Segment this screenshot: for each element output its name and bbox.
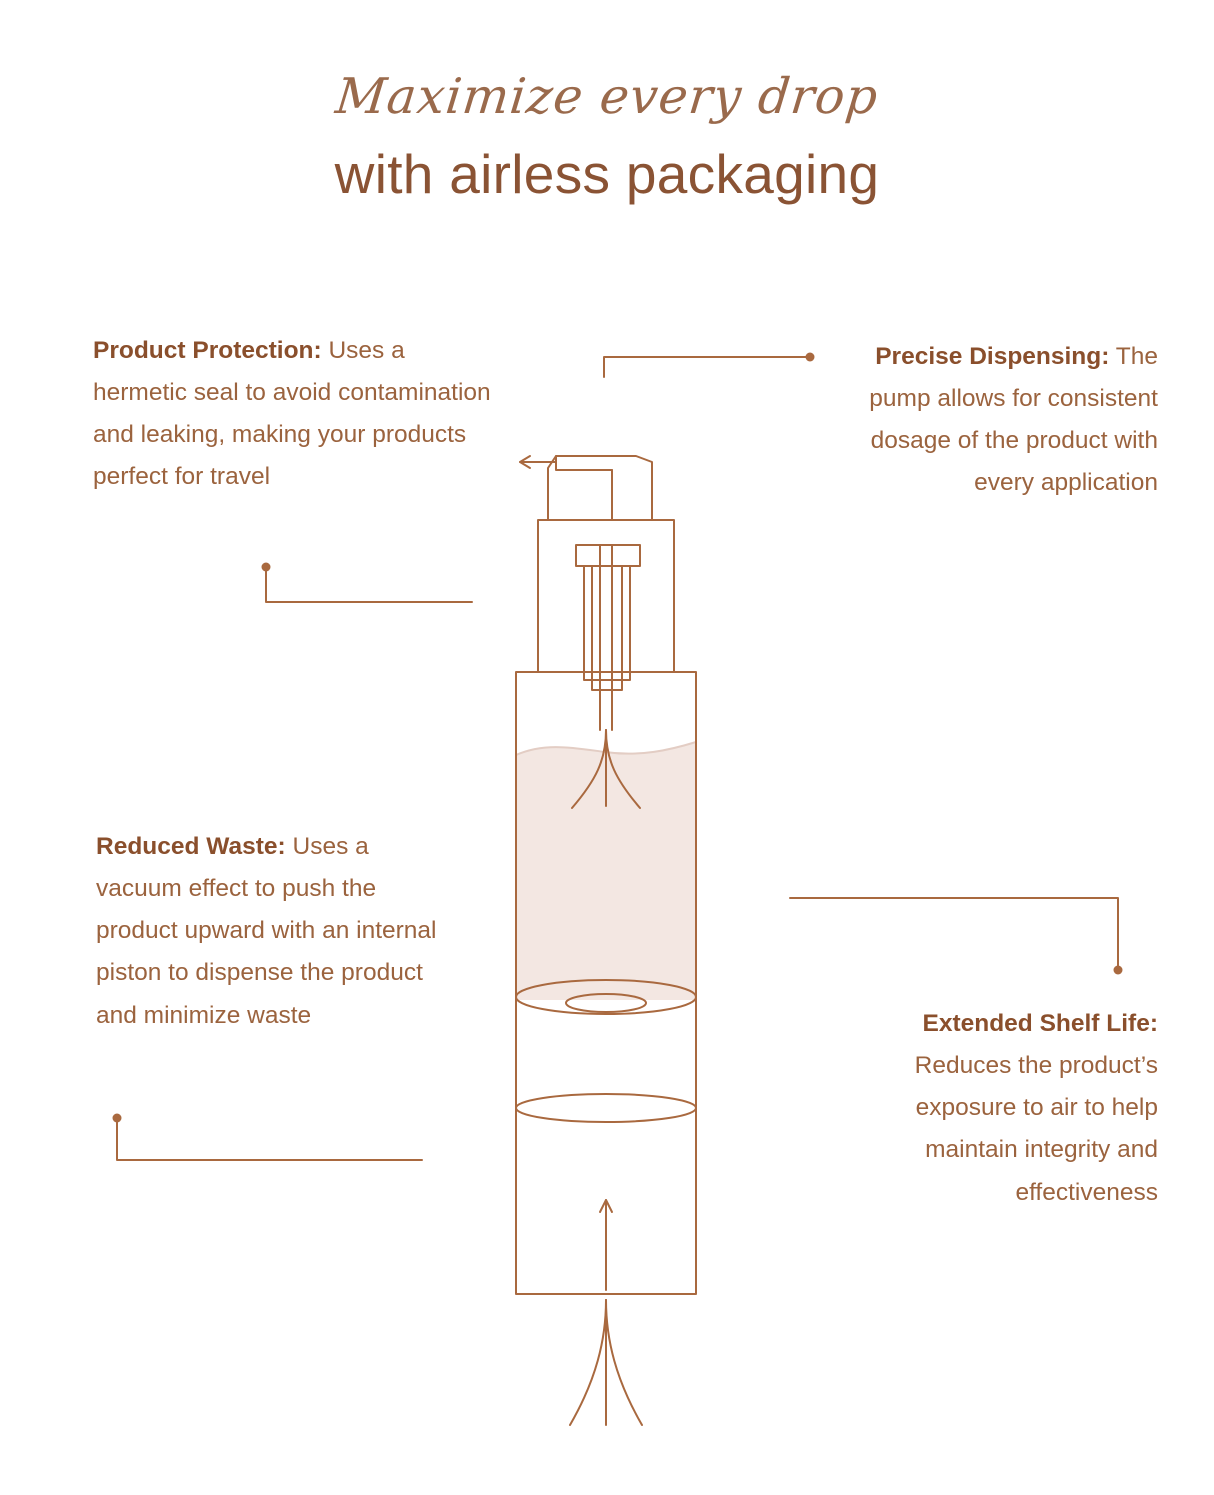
vacuum-arrow-head <box>600 1200 612 1212</box>
leader-line-reduced-waste <box>113 1114 423 1161</box>
heading-main-line: with airless packaging <box>334 142 880 205</box>
bottle-neck <box>538 520 674 672</box>
callout-extended-shelf-life-body: Reduces the product’s exposure to air to help maintain integrity and effectiveness <box>914 1052 1158 1206</box>
flow-line-upper-right <box>606 730 640 808</box>
pump-collar <box>576 545 640 566</box>
piston-top-ellipse <box>516 980 696 1014</box>
pump-actuator-inner <box>556 456 612 470</box>
callout-precise-dispensing-body: The pump allows for consistent dosage of the product with every application <box>869 343 1158 497</box>
leader-line-extended-shelf-life <box>790 898 1123 975</box>
product-surface-line <box>516 742 696 755</box>
callout-reduced-waste <box>96 826 456 1037</box>
callout-reduced-waste-body: Uses a vacuum effect to push the product upward with an internal piston to dispense the product and minimize waste <box>96 833 437 1029</box>
bottle-shoulder <box>516 672 696 676</box>
callout-extended-shelf-life <box>828 1003 1158 1214</box>
pump-actuator <box>548 456 652 520</box>
callout-product-protection <box>93 330 493 499</box>
callout-extended-shelf-life-title: Extended Shelf Life: <box>922 1010 1158 1037</box>
heading-script-line: Maximize every drop <box>332 68 882 125</box>
callout-precise-dispensing-title: Precise Dispensing: <box>875 343 1110 370</box>
flow-line-lower-right <box>606 1300 642 1425</box>
piston-bottom-ellipse <box>516 1094 696 1122</box>
leader-line-product-protection <box>262 563 473 603</box>
flow-line-lower-left <box>570 1300 606 1425</box>
callout-product-protection-body: Uses a hermetic seal to avoid contamination and leaking, making your products perfect for travel <box>93 337 491 491</box>
pump-chamber <box>584 566 630 680</box>
callout-reduced-waste-title: Reduced Waste: <box>96 833 286 860</box>
product-fill <box>516 742 696 1000</box>
bottle-body-outline <box>516 676 696 1294</box>
leader-line-precise-dispensing <box>604 353 815 378</box>
nozzle-arrow-head <box>520 456 530 468</box>
pump-chamber-inner <box>592 566 622 690</box>
flow-line-upper-left <box>572 730 606 808</box>
page-title <box>0 70 1214 209</box>
callout-product-protection-title: Product Protection: <box>93 337 322 364</box>
callout-precise-dispensing <box>828 336 1158 505</box>
piston-inner-ellipse <box>566 994 646 1012</box>
